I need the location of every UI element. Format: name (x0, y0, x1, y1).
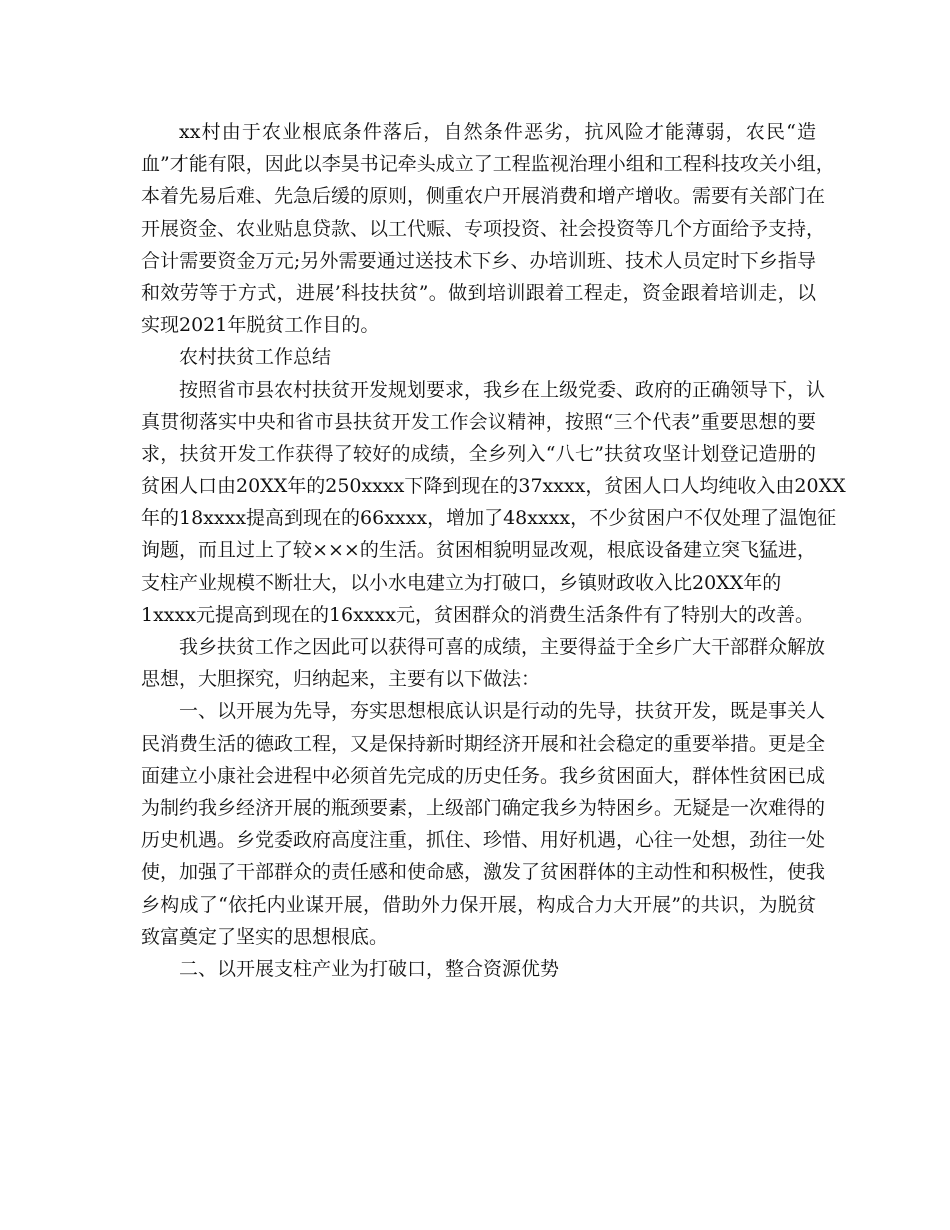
text-line: 和效劳等于方式，进展’科技扶贫”。做到培训跟着工程走，资金跟着培训走，以 (141, 281, 816, 304)
text-line: 我乡扶贫工作之因此可以获得可喜的成绩，主要得益于全乡广大干部群众解放 (179, 636, 826, 658)
text-line: 血”才能有限，因此以李昊书记牵头成立了工程监视治理小组和工程科技攻关小组， (141, 153, 835, 176)
text-line: 年的18xxxx提高到现在的66xxxx，增加了48xxxx，不少贫困户不仅处理了温饱征 (141, 507, 837, 530)
text-line: 实现2021年脱贫工作目的。 (141, 314, 380, 337)
text-line: 民消费生活的德政工程，又是保持新时期经济开展和社会稳定的重要举措。更是全 (141, 732, 826, 755)
text-line: 1xxxx元提高到现在的16xxxx元，贫困群众的消费生活条件有了特别大的改善。 (141, 603, 814, 626)
text-line: 本着先易后难、先急后缓的原则，侧重农户开展消费和增产增收。需要有关部门在 (141, 185, 826, 208)
text-line: 求，扶贫开发工作获得了较好的成绩，全乡列入“八七”扶贫攻坚计划登记造册的 (141, 442, 816, 465)
section-heading: 二、以开展支柱产业为打破口，整合资源优势 (179, 957, 560, 980)
text-line: 询题，而且过上了较×××的生活。贫困相貌明显改观，根底设备建立突飞猛进， (141, 539, 816, 562)
text-line: 一、以开展为先导，夯实思想根底认识是行动的先导，扶贫开发，既是事关人 (179, 700, 826, 723)
text-line: 支柱产业规模不断壮大，以小水电建立为打破口，乡镇财政收入比20XX年的 (141, 571, 782, 594)
text-line: 乡构成了“依托内业谋开展，借助外力保开展，构成合力大开展”的共识，为脱贫 (141, 893, 816, 916)
document-body (141, 116, 846, 985)
text-line: 合计需要资金万元;另外需要通过送技术下乡、办培训班、技术人员定时下乡指导 (141, 249, 816, 272)
text-line: 使，加强了干部群众的责任感和使命感，激发了贫困群体的主动性和积极性，使我 (141, 861, 826, 884)
text-line: 贫困人口由20XX年的250xxxx下降到现在的37xxxx，贫困人口人均纯收入由20XX (141, 475, 846, 498)
text-line: xx村由于农业根底条件落后，自然条件恶劣，抗风险才能薄弱，农民“造 (179, 121, 816, 143)
text-line: 致富奠定了坚实的思想根底。 (141, 925, 389, 948)
section-heading: 农村扶贫工作总结 (179, 346, 332, 369)
text-line: 按照省市县农村扶贫开发规划要求，我乡在上级党委、政府的正确领导下，认 (179, 378, 826, 401)
text-line: 开展资金、农业贴息贷款、以工代赈、专项投资、社会投资等几个方面给予支持， (141, 217, 826, 240)
text-line: 思想，大胆探究，归纳起来，主要有以下做法： (141, 668, 541, 691)
text-line: 为制约我乡经济开展的瓶颈要素，上级部门确定我乡为特困乡。无疑是一次难得的 (141, 796, 826, 819)
text-line: 历史机遇。乡党委政府高度注重，抓住、珍惜、用好机遇，心往一处想，劲往一处 (141, 829, 826, 852)
text-line: 真贯彻落实中央和省市县扶贫开发工作会议精神，按照“三个代表”重要思想的要 (141, 410, 816, 433)
text-line: 面建立小康社会进程中必须首先完成的历史任务。我乡贫困面大，群体性贫困已成 (141, 764, 826, 787)
